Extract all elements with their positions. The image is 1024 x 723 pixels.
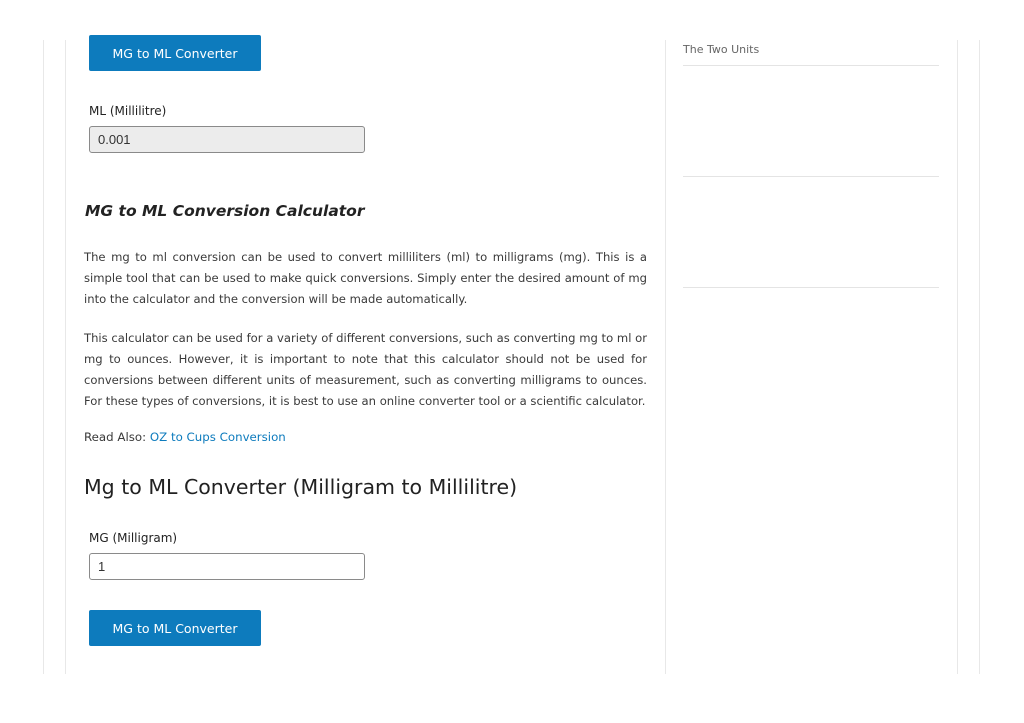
sidebar-border-right: [957, 40, 958, 674]
converter-heading: Mg to ML Converter (Milligram to Millilitre): [84, 475, 518, 499]
page-border-right: [979, 40, 980, 674]
ml-result-field[interactable]: 0.001: [89, 126, 365, 153]
mg-to-ml-converter-button-bottom[interactable]: MG to ML Converter: [89, 610, 261, 646]
mg-to-ml-converter-button[interactable]: MG to ML Converter: [89, 35, 261, 71]
ml-result-label: ML (Millilitre): [89, 104, 167, 118]
sidebar-rule-2: [683, 176, 939, 177]
sidebar-rule-3: [683, 287, 939, 288]
mg-input-field[interactable]: 1: [89, 553, 365, 580]
sidebar-rule-1: [683, 65, 939, 66]
mg-input-label: MG (Milligram): [89, 531, 178, 545]
article-paragraph-2: This calculator can be used for a variety of different conversions, such as converting mg to ml or mg to ounces. However, it is important to note that this calculator should not be used for conversions between different units of measurement, such as converting milligrams to ounces. For these types of conversions, it is best to use an online converter tool or a scientific calculator.: [84, 331, 647, 408]
article-paragraph-1: The mg to ml conversion can be used to convert milliliters (ml) to milligrams (mg). This is a simple tool that can be used to make quick conversions. Simply enter the desired amount of mg into the calculator and the conversion will be made automatically.: [84, 250, 647, 306]
read-also-line: [84, 430, 286, 444]
read-also-prefix: Read Also:: [84, 430, 150, 444]
article-subheading: MG to ML Conversion Calculator: [85, 202, 365, 220]
sidebar-divider: [665, 40, 666, 674]
read-also-link[interactable]: OZ to Cups Conversion: [149, 430, 286, 444]
sidebar-title: The Two Units: [683, 43, 760, 56]
content-border-left: [65, 40, 66, 674]
page-border-left: [43, 40, 44, 674]
